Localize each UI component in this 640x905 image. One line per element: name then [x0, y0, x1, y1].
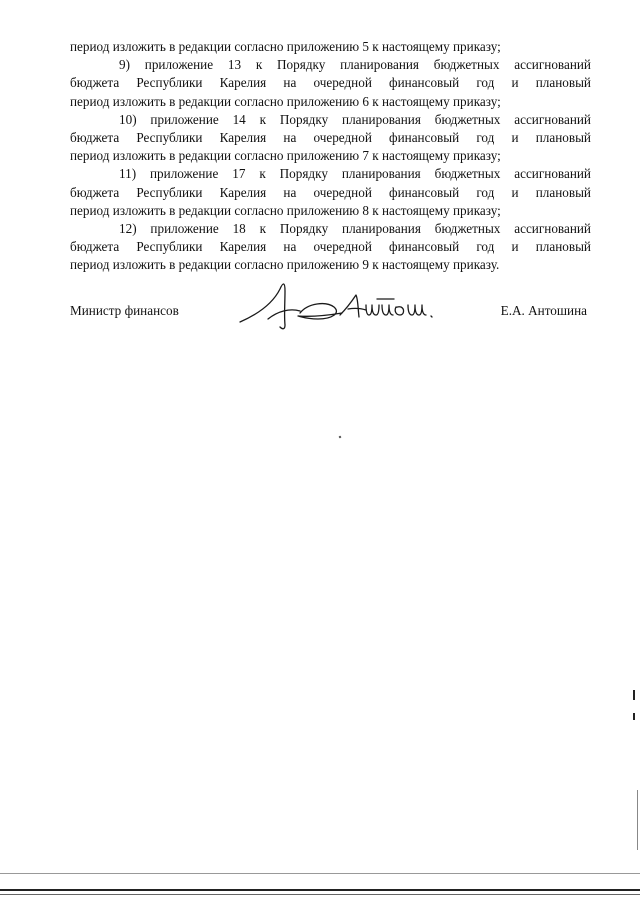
item-11-line-2: бюджета Республики Карелия на очередной финансовый год и плановый [70, 184, 591, 200]
scan-speck [339, 436, 342, 439]
scan-bottom-edge [0, 889, 640, 891]
item-11-line-3: период изложить в редакции согласно приложению 8 к настоящему приказу; [70, 202, 501, 218]
handwritten-signature [238, 275, 454, 335]
item-10-line-3: период изложить в редакции согласно приложению 7 к настоящему приказу; [70, 148, 501, 164]
item-9-line-1: 9) приложение 13 к Порядку планирования бюджетных ассигнований [119, 57, 591, 73]
scan-bottom-edge [0, 873, 640, 874]
continuation-line: период изложить в редакции согласно приложению 5 к настоящему приказу; [70, 39, 501, 54]
item-12-line-1: 12) приложение 18 к Порядку планирования бюджетных ассигнований [119, 221, 591, 237]
item-9-line-3: период изложить в редакции согласно приложению 6 к настоящему приказу; [70, 93, 501, 109]
item-10-line-1: 10) приложение 14 к Порядку планирования бюджетных ассигнований [119, 111, 591, 127]
item-9-line-2: бюджета Республики Карелия на очередной финансовый год и плановый [70, 75, 591, 91]
signature-block [70, 301, 591, 341]
item-12-line-2: бюджета Республики Карелия на очередной финансовый год и плановый [70, 239, 591, 255]
signer-position: Министр финансов [70, 303, 179, 318]
item-12-line-3: период изложить в редакции согласно приложению 9 к настоящему приказу. [70, 257, 500, 273]
item-10-line-2: бюджета Республики Карелия на очередной финансовый год и плановый [70, 130, 591, 146]
scan-edge-right [637, 790, 638, 850]
document-body [70, 38, 591, 275]
scan-bottom-edge [0, 894, 640, 895]
scan-mark-right [633, 690, 635, 700]
scan-mark-right [633, 713, 635, 720]
signer-name: Е.А. Антошина [500, 303, 587, 318]
item-11-line-1: 11) приложение 17 к Порядку планирования бюджетных ассигнований [119, 166, 591, 182]
